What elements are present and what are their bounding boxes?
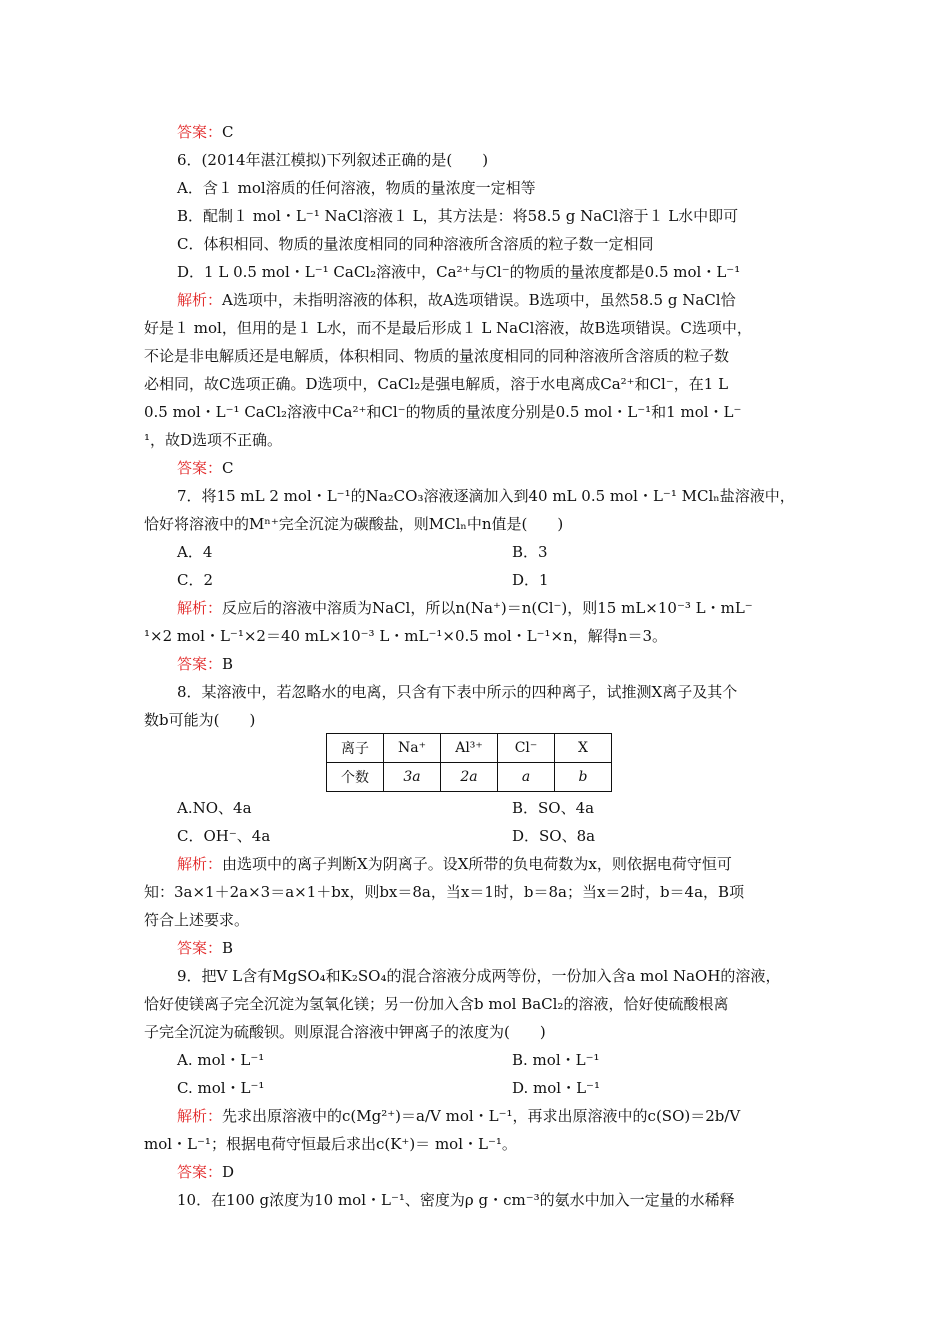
q6-explanation-line-4: 必相同，故C选项正确。D选项中，CaCl₂是强电解质，溶于水电离成Ca²⁺和Cl⁻，在1 L (144, 375, 729, 393)
answer-label: 答案： (177, 655, 223, 673)
table-cell: X (555, 734, 612, 763)
q6-option-d: D．1 L 0.5 mol・L⁻¹ CaCl₂溶液中，Ca²⁺与Cl⁻的物质的量浓度都是0.5 mol・L⁻¹ (177, 263, 741, 281)
q7-stem-line-2: 恰好将溶液中的Mⁿ⁺完全沉淀为碳酸盐，则MClₙ中n值是( ) (144, 515, 564, 533)
q6-option-b: B．配制１ mol・L⁻¹ NaCl溶液１ L，其方法是：将58.5 g NaCl溶于１ L水中即可 (177, 207, 739, 225)
table-cell: 2a (441, 763, 498, 792)
answer-value: B (222, 939, 234, 957)
answer-label: 答案： (177, 939, 223, 957)
explanation-label: 解析： (177, 1107, 223, 1125)
q9-explanation-line-2: mol・L⁻¹；根据电荷守恒最后求出c(K⁺)＝ mol・L⁻¹。 (144, 1135, 517, 1153)
answer-label: 答案： (177, 459, 223, 477)
table-cell: Na⁺ (384, 734, 441, 763)
table-cell: Al³⁺ (441, 734, 498, 763)
q6-answer (177, 458, 234, 478)
q7-answer (177, 654, 233, 674)
explanation-label: 解析： (177, 855, 223, 873)
q7-explanation-line-1 (177, 598, 753, 618)
q9-stem-line-2: 恰好使镁离子完全沉淀为氢氧化镁；另一份加入含b mol BaCl₂的溶液，恰好使硫酸根离 (144, 995, 729, 1013)
q8-explanation-line-3: 符合上述要求。 (144, 911, 250, 929)
table-cell: 3a (384, 763, 441, 792)
q6-explanation-line-3: 不论是非电解质还是电解质，体积相同、物质的量浓度相同的同种溶液所含溶质的粒子数 (144, 347, 730, 365)
explanation-text: 反应后的溶液中溶质为NaCl，所以n(Na⁺)＝n(Cl⁻)，则15 mL×10⁻³ L・mL⁻ (222, 599, 753, 617)
q9-answer (177, 1162, 234, 1182)
q9-option-d: D. mol・L⁻¹ (512, 1079, 600, 1097)
table-row (327, 763, 612, 792)
q5-answer (177, 122, 234, 142)
table-cell: Cl⁻ (498, 734, 555, 763)
q7-stem-line-1: 7．将15 mL 2 mol・L⁻¹的Na₂CO₃溶液逐滴加入到40 mL 0.5 mol・L⁻¹ MClₙ盐溶液中， (177, 487, 795, 505)
table-cell: 个数 (327, 763, 384, 792)
q8-stem-line-2: 数b可能为( ) (144, 711, 256, 729)
q9-explanation-line-1 (177, 1106, 740, 1126)
q9-option-a: A. mol・L⁻¹ (177, 1051, 265, 1069)
q9-stem-line-3: 子完全沉淀为硫酸钡。则原混合溶液中钾离子的浓度为( ) (144, 1023, 546, 1041)
explanation-text: A选项中，未指明溶液的体积，故A选项错误。B选项中，虽然58.5 g NaCl恰 (222, 291, 736, 309)
answer-value: C (222, 123, 234, 141)
explanation-text: 先求出原溶液中的c(Mg²⁺)＝a/V mol・L⁻¹，再求出原溶液中的c(SO)＝2b/V (222, 1107, 741, 1125)
ion-table (326, 733, 612, 792)
q8-option-d: D．SO、8a (512, 827, 596, 845)
explanation-text: 由选项中的离子判断X为阴离子。设X所带的负电荷数为x，则依据电荷守恒可 (222, 855, 732, 873)
q6-option-a: A．含１ mol溶质的任何溶液，物质的量浓度一定相等 (177, 179, 536, 197)
q7-option-d: D．1 (512, 571, 549, 589)
answer-value: C (222, 459, 234, 477)
q9-option-c: C. mol・L⁻¹ (177, 1079, 265, 1097)
q7-option-c: C．2 (177, 571, 214, 589)
q8-option-b: B．SO、4a (512, 799, 595, 817)
q6-explanation-line-2: 好是１ mol，但用的是１ L水，而不是最后形成１ L NaCl溶液，故B选项错误。C选项中， (144, 319, 752, 337)
q7-option-a: A．4 (177, 543, 213, 561)
answer-label: 答案： (177, 1163, 223, 1181)
q8-answer (177, 938, 233, 958)
q8-explanation-line-1 (177, 854, 732, 874)
q8-option-a: A.NO、4a (177, 799, 252, 817)
answer-value: B (222, 655, 234, 673)
answer-label: 答案： (177, 123, 223, 141)
q10-stem-line-1: 10．在100 g浓度为10 mol・L⁻¹、密度为ρ g・cm⁻³的氨水中加入一定量的水稀释 (177, 1191, 735, 1209)
explanation-label: 解析： (177, 291, 223, 309)
q6-explanation-line-5: 0.5 mol・L⁻¹ CaCl₂溶液中Ca²⁺和Cl⁻的物质的量浓度分别是0.5 mol・L⁻¹和1 mol・L⁻ (144, 403, 742, 421)
q6-explanation-line-6: ¹，故D选项不正确。 (144, 431, 283, 449)
table-cell: 离子 (327, 734, 384, 763)
table-header-row (327, 734, 612, 763)
table-cell: a (498, 763, 555, 792)
q6-stem: 6．(2014年湛江模拟)下列叙述正确的是( ) (177, 151, 489, 169)
q9-stem-line-1: 9．把V L含有MgSO₄和K₂SO₄的混合溶液分成两等份，一份加入含a mol NaOH的溶液， (177, 967, 781, 985)
explanation-label: 解析： (177, 599, 223, 617)
q7-explanation-line-2: ¹×2 mol・L⁻¹×2＝40 mL×10⁻³ L・mL⁻¹×0.5 mol・L⁻¹×n，解得n＝3。 (144, 627, 667, 645)
q8-option-c: C．OH⁻、4a (177, 827, 271, 845)
q6-explanation-line-1 (177, 290, 736, 310)
table-cell: b (555, 763, 612, 792)
q7-option-b: B．3 (512, 543, 548, 561)
q8-stem-line-1: 8．某溶液中，若忽略水的电离，只含有下表中所示的四种离子，试推测X离子及其个 (177, 683, 738, 701)
q9-option-b: B. mol・L⁻¹ (512, 1051, 600, 1069)
q6-option-c: C．体积相同、物质的量浓度相同的同种溶液所含溶质的粒子数一定相同 (177, 235, 654, 253)
q8-explanation-line-2: 知：3a×1＋2a×3＝a×1＋bx，则bx＝8a，当x＝1时，b＝8a；当x＝2时，b＝4a，B项 (144, 883, 745, 901)
answer-value: D (222, 1163, 235, 1181)
